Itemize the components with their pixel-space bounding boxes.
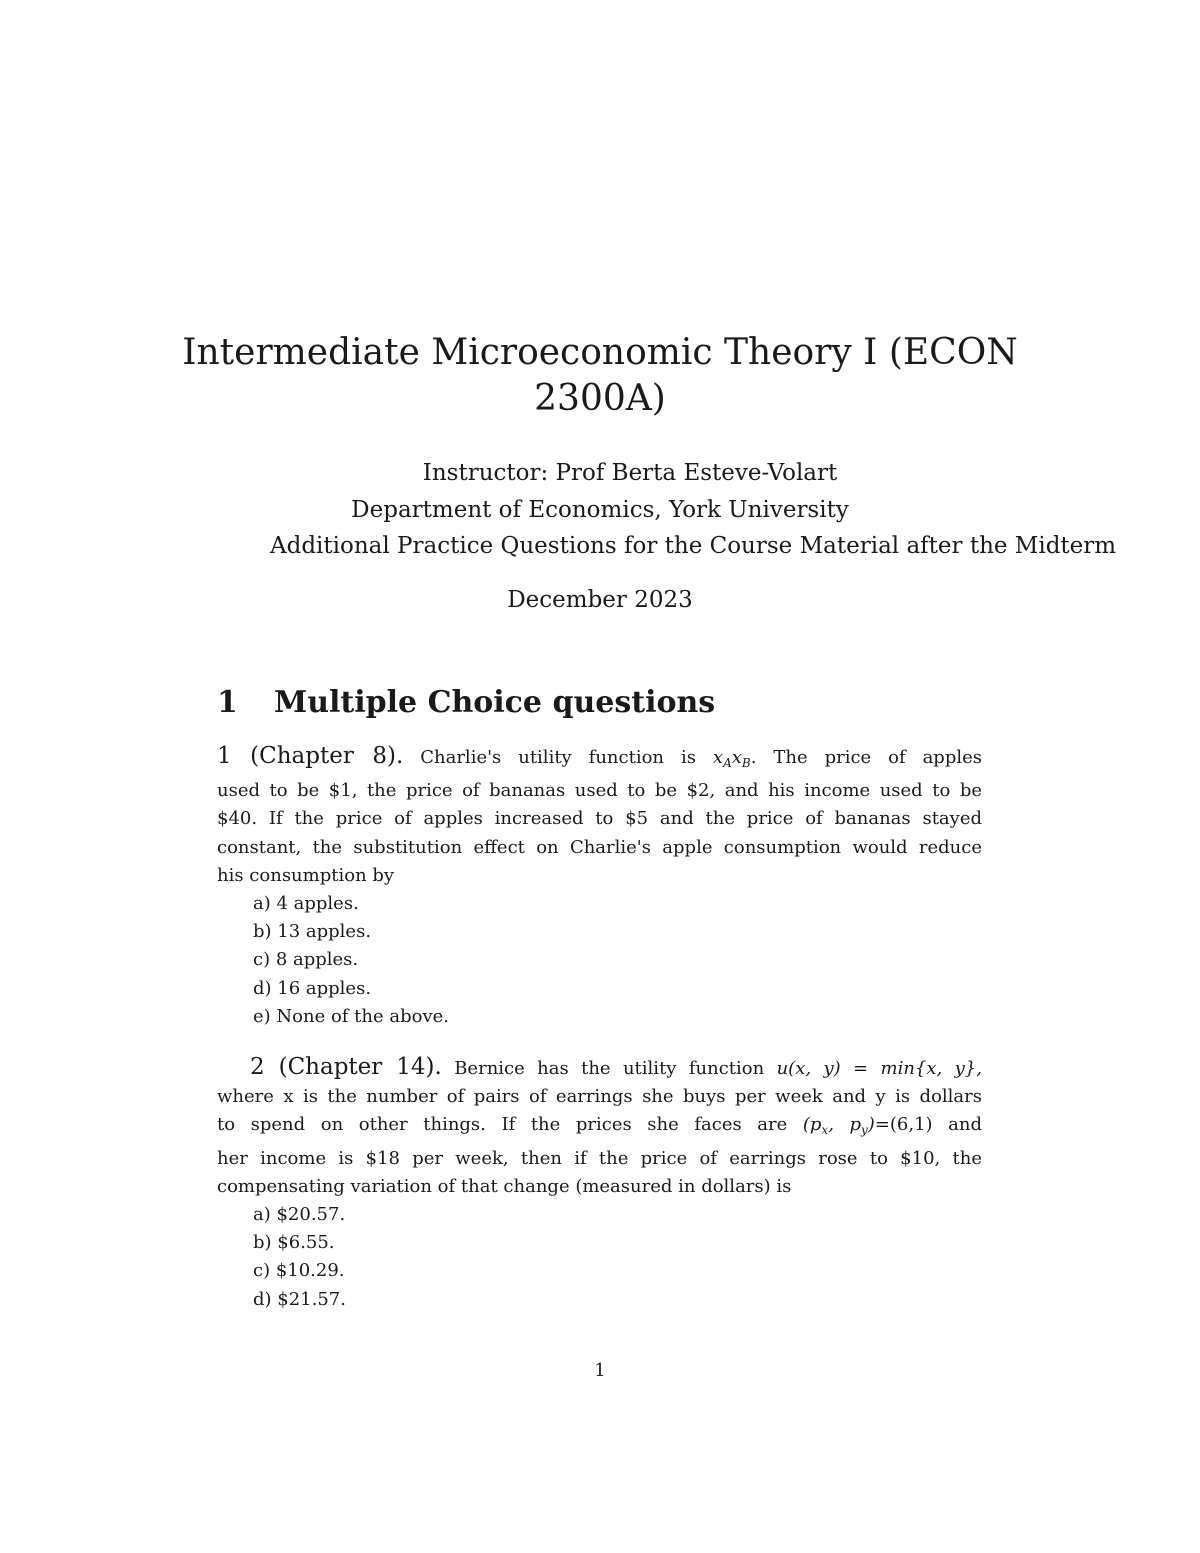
question-2-line-4: her income is $18 per week, then if the price of earrings rose to $10, the — [217, 1147, 982, 1169]
question-1-option-c: c) 8 apples. — [253, 949, 359, 971]
document-title: Intermediate Microeconomic Theory I (ECON 2300A) — [182, 332, 1018, 419]
question-1-option-b: b) 13 apples. — [253, 921, 372, 943]
question-2-options — [217, 1201, 982, 1314]
question-1-option-e: e) None of the above. — [253, 1005, 450, 1027]
section-number: 1 — [217, 685, 238, 720]
document-date: December 2023 — [507, 587, 693, 613]
question-1-line-4: constant, the substitution effect on Charlie's apple consumption would reduce — [217, 836, 982, 858]
question-2-line-3-suffix: =(6,1) and — [874, 1114, 983, 1136]
question-1-line-1 — [217, 742, 982, 777]
question-1-formula: $x_Ax_B$ — [712, 747, 751, 770]
question-2-price-vector: ($p_x$, $p_y$) — [802, 1114, 875, 1138]
question-1-text-prefix: Charlie's utility function is — [420, 747, 696, 768]
question-1-head: 1 (Chapter 8). — [217, 743, 404, 769]
question-1-line-5: his consumption by — [217, 864, 395, 886]
question-2-line-3-prefix: to spend on other things. If the prices she faces are — [217, 1114, 788, 1136]
question-1-text-suffix: . The price of apples — [750, 747, 982, 768]
question-1-option-a: a) 4 apples. — [253, 893, 359, 915]
question-2-line-3 — [217, 1111, 982, 1144]
section-heading — [217, 683, 715, 723]
question-1-line-3: $40. If the price of apples increased to $5 and the price of bananas stayed — [217, 808, 982, 830]
question-2-line-2: where x is the number of pairs of earrings she buys per week and y is dollars — [217, 1086, 982, 1108]
question-1-option-d: d) 16 apples. — [253, 977, 372, 999]
question-2-option-b: b) $6.55. — [253, 1232, 335, 1254]
question-2-line-5: compensating variation of that change (measured in dollars) is — [217, 1175, 792, 1197]
question-2-formula: u(x, y) = min{x, y}, — [776, 1058, 982, 1079]
question-2-line-1 — [217, 1053, 982, 1083]
question-2-head: 2 (Chapter 14). — [250, 1054, 442, 1080]
question-2 — [217, 1053, 982, 1314]
instructor-line: Instructor: Prof Berta Esteve-Volart — [422, 460, 838, 486]
question-1-options — [217, 890, 982, 1031]
document-subtitle: Additional Practice Questions for the Course Material after the Midterm — [270, 533, 1117, 559]
department-line: Department of Economics, York University — [351, 497, 849, 523]
question-1 — [217, 742, 982, 1031]
question-2-option-c: c) $10.29. — [253, 1260, 345, 1282]
section-title: Multiple Choice questions — [274, 685, 716, 720]
question-2-option-d: d) $21.57. — [253, 1288, 346, 1310]
question-2-option-a: a) $20.57. — [253, 1204, 346, 1226]
page-number: 1 — [594, 1360, 606, 1381]
question-2-text-prefix: Bernice has the utility function — [454, 1058, 765, 1079]
question-1-line-2: used to be $1, the price of bananas used to be $2, and his income used to be — [217, 780, 982, 802]
